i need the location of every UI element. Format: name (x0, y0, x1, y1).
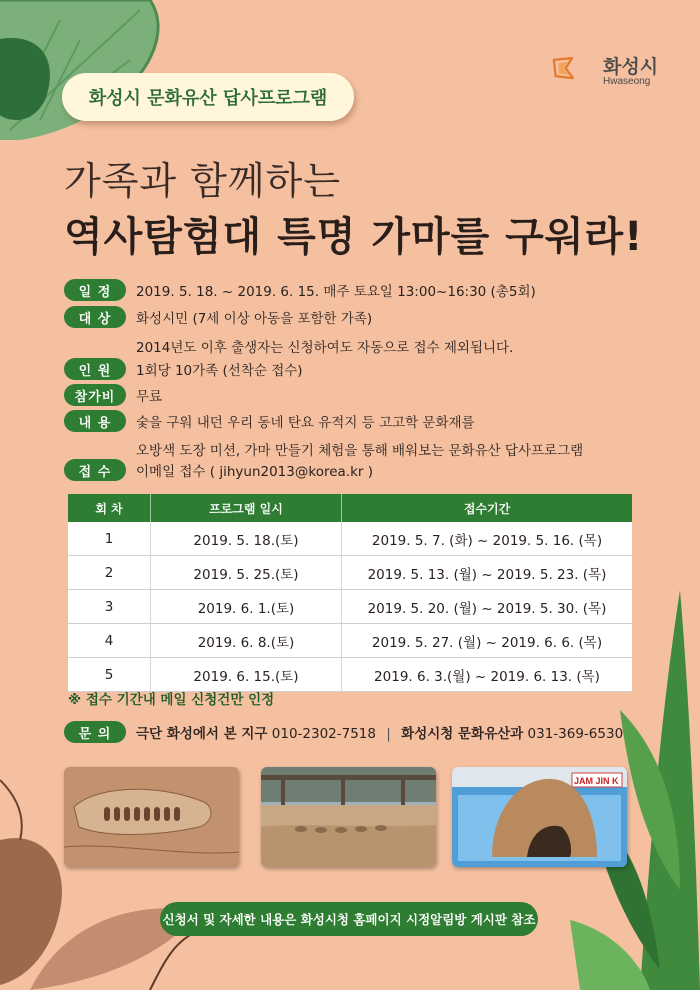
session-number: 3 (68, 590, 151, 624)
program-date: 2019. 5. 25.(토) (151, 556, 342, 590)
fee-value: 무료 (136, 389, 163, 405)
program-label-pill (62, 73, 354, 121)
program-label: 화성시 문화유산 답사프로그램 (88, 88, 328, 109)
apply-period: 2019. 5. 13. (월) ~ 2019. 5. 23. (목) (342, 556, 633, 590)
schedule-table (68, 494, 632, 692)
schedule-value: 2019. 5. 18. ~ 2019. 6. 15. 매주 토요일 13:00~16:30 (총5회) (136, 284, 536, 300)
apply-period: 2019. 5. 20. (월) ~ 2019. 5. 30. (목) (342, 590, 633, 624)
table-header-row (68, 494, 632, 522)
photo-image (452, 767, 627, 867)
column-header-apply-period: 접수기간 (342, 494, 633, 522)
table-row (68, 522, 632, 556)
session-number: 2 (68, 556, 151, 590)
schedule-row (64, 278, 536, 302)
apply-row (64, 458, 373, 482)
column-header-session: 회 차 (68, 494, 151, 522)
target-note: 2014년도 이후 출생자는 신청하여도 자동으로 접수 제외됩니다. (136, 340, 514, 356)
apply-period: 2019. 6. 3.(월) ~ 2019. 6. 13. (목) (342, 658, 633, 692)
contact-org-1: 극단 화성에서 본 지구 (136, 726, 268, 742)
contact-label: 문 의 (64, 721, 126, 743)
column-header-program-date: 프로그램 일시 (151, 494, 342, 522)
table-row (68, 590, 632, 624)
program-date: 2019. 6. 1.(토) (151, 590, 342, 624)
session-number: 5 (68, 658, 151, 692)
apply-value: 이메일 접수 ( jihyun2013@korea.kr ) (136, 464, 374, 480)
application-note: ※ 접수 기간내 메일 신청건만 인정 (68, 692, 275, 708)
photo-sign-text: JAM JIN K (574, 776, 619, 786)
photo-kiln-site-ground (261, 767, 436, 867)
title-line-1: 가족과 함께하는 (64, 159, 342, 203)
apply-label: 접 수 (64, 459, 126, 481)
content-label: 내 용 (64, 410, 126, 432)
apply-period: 2019. 5. 27. (월) ~ 2019. 6. 6. (목) (342, 624, 633, 658)
logo-text-korean: 화성시 (603, 56, 659, 78)
table-row (68, 624, 632, 658)
table-row (68, 658, 632, 692)
target-row (64, 305, 372, 329)
target-value: 화성시민 (7세 이상 아동을 포함한 가족) (136, 311, 373, 327)
content-row (64, 409, 475, 433)
content-value-1: 숯을 구워 내던 우리 동네 탄요 유적지 등 고고학 문화재를 (136, 415, 475, 431)
contact-org-2: 화성시청 문화유산과 (401, 726, 524, 742)
contact-separator: | (386, 726, 391, 742)
people-label: 인 원 (64, 358, 126, 380)
apply-period: 2019. 5. 7. (화) ~ 2019. 5. 16. (목) (342, 522, 633, 556)
hwaseong-logo-icon (552, 44, 602, 94)
photo-kiln-site-aerial (64, 767, 239, 867)
content-value-2: 오방색 도장 미션, 가마 만들기 체험을 통해 배워보는 문화유산 답사프로그램 (136, 443, 584, 459)
contact-row (64, 720, 623, 744)
contact-info (136, 722, 623, 742)
photo-image (64, 767, 239, 867)
session-number: 4 (68, 624, 151, 658)
fee-row (64, 383, 162, 407)
people-value: 1회당 10가족 (선착순 접수) (136, 363, 303, 379)
footer-notice: 신청서 및 자세한 내용은 화성시청 홈페이지 시정알림방 게시판 참조 (162, 912, 536, 927)
people-row (64, 357, 303, 381)
photo-image (261, 767, 436, 867)
program-date: 2019. 6. 15.(토) (151, 658, 342, 692)
contact-phone-2: 031-369-6530 (527, 726, 624, 742)
target-label: 대 상 (64, 306, 126, 328)
schedule-label: 일 정 (64, 279, 126, 301)
session-number: 1 (68, 522, 151, 556)
footer-notice-pill (160, 902, 538, 936)
title-line-2: 역사탐험대 특명 가마를 구워라! (64, 214, 644, 260)
logo-text-english: Hwaseong (603, 76, 651, 87)
program-date: 2019. 6. 8.(토) (151, 624, 342, 658)
contact-phone-1: 010-2302-7518 (271, 726, 376, 742)
photo-kiln-model (452, 767, 627, 867)
fee-label: 참가비 (64, 384, 126, 406)
table-row (68, 556, 632, 590)
program-date: 2019. 5. 18.(토) (151, 522, 342, 556)
